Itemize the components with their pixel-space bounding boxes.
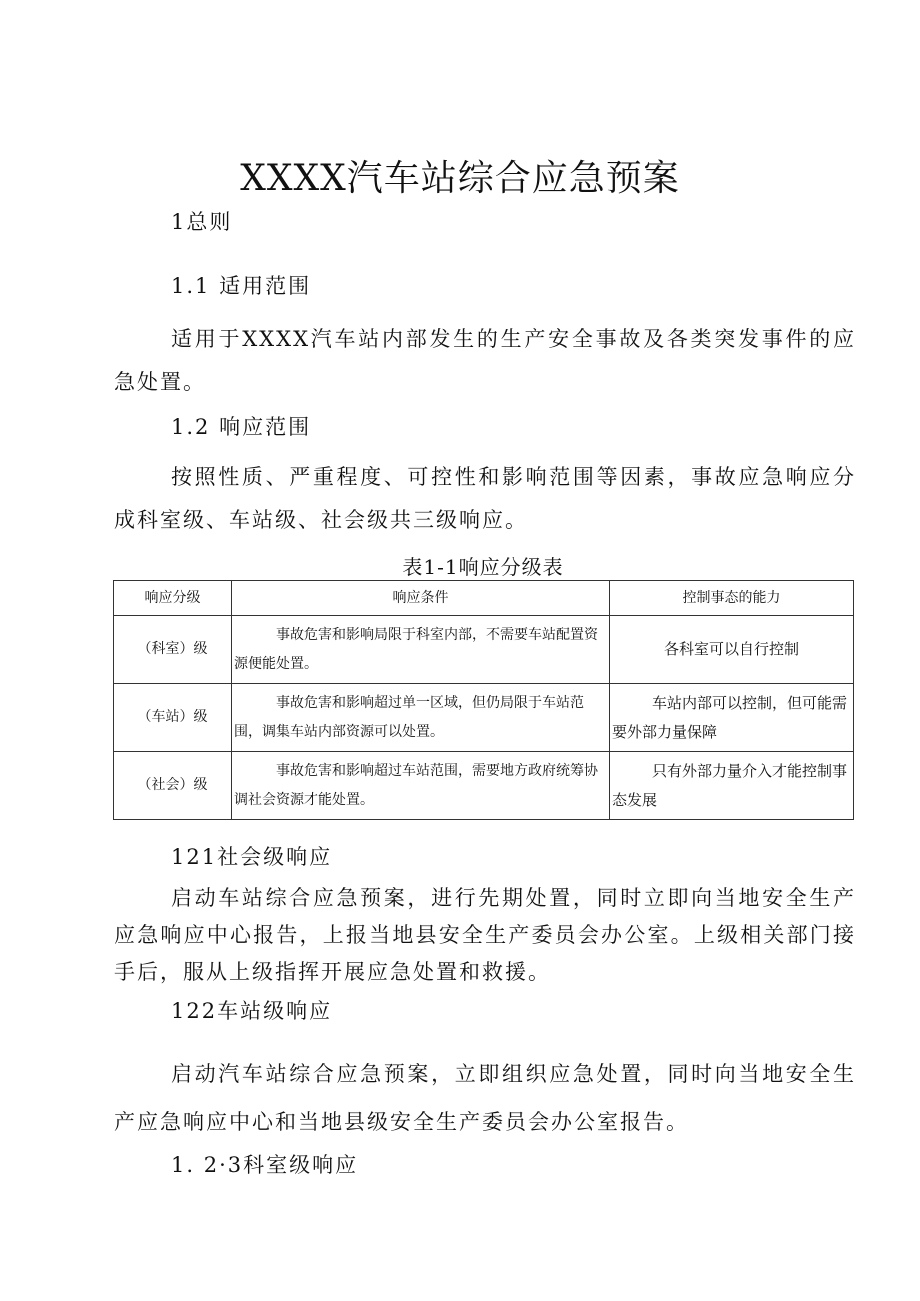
table-row — [114, 752, 854, 820]
paragraph-response-range: 按照性质、严重程度、可控性和影响范围等因素，事故应急响应分成科室级、车站级、社会级共三级响应。 — [114, 465, 856, 532]
row-capability: 各科室可以自行控制 — [610, 616, 854, 684]
row-capability: 车站内部可以控制，但可能需要外部力量保障 — [610, 684, 854, 752]
section-heading-department-level: 1. 2·3科室级响应 — [171, 1153, 359, 1177]
table-caption: 表1-1响应分级表 — [402, 555, 564, 579]
section-heading-general: 1总则 — [171, 210, 233, 234]
row-condition: 事故危害和影响超过单一区域，但仍局限于车站范围，调集车站内部资源可以处置。 — [232, 684, 610, 752]
row-condition: 事故危害和影响超过车站范围，需要地方政府统筹协调社会资源才能处置。 — [232, 752, 610, 820]
section-heading-social-level: 121社会级响应 — [171, 845, 333, 869]
table-header-row — [114, 581, 854, 616]
section-heading-station-level: 122车站级响应 — [171, 999, 333, 1023]
row-condition: 事故危害和影响局限于科室内部，不需要车站配置资源便能处置。 — [232, 616, 610, 684]
paragraph-social-level: 启动车站综合应急预案，进行先期处置，同时立即向当地安全生产应急响应中心报告，上报当地县安全生产委员会办公室。上级相关部门接手后，服从上级指挥开展应急处置和救援。 — [114, 886, 856, 984]
section-heading-response-range: 1.2 响应范围 — [171, 415, 312, 439]
header-condition: 响应条件 — [232, 581, 610, 616]
paragraph-scope: 适用于XXXX汽车站内部发生的生产安全事故及各类突发事件的应急处置。 — [114, 327, 856, 394]
section-heading-scope: 1.1 适用范围 — [171, 274, 312, 298]
document-title: XXXX汽车站综合应急预案 — [240, 158, 680, 199]
row-level: （社会）级 — [114, 752, 232, 820]
table-row — [114, 684, 854, 752]
header-level: 响应分级 — [114, 581, 232, 616]
row-level: （车站）级 — [114, 684, 232, 752]
row-level: （科室）级 — [114, 616, 232, 684]
response-level-table — [113, 580, 854, 820]
header-capability: 控制事态的能力 — [610, 581, 854, 616]
table-row — [114, 616, 854, 684]
row-capability: 只有外部力量介入才能控制事态发展 — [610, 752, 854, 820]
paragraph-station-level: 启动汽车站综合应急预案，立即组织应急处置，同时向当地安全生产应急响应中心和当地县级安全生产委员会办公室报告。 — [114, 1062, 856, 1134]
